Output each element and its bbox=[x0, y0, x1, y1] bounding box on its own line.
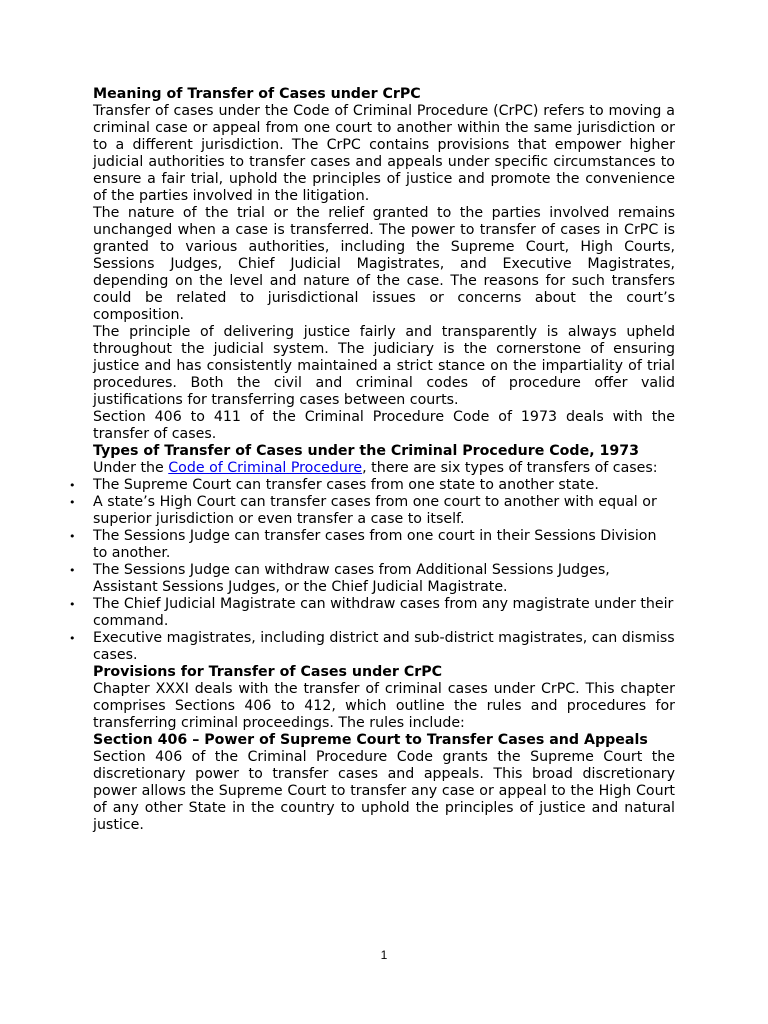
document-body bbox=[69, 86, 675, 834]
list-item-text: Executive magistrates, including district and sub-district magistrates, can dismiss cases. bbox=[93, 630, 675, 663]
paragraph-meaning-2: The nature of the trial or the relief granted to the parties involved remains unchanged when a case is transferred. The power to transfer of cases in CrPC is granted to various authorities, including the Supreme Court, High Courts, Sessions Judges, Chief Judicial Magistrates, and Executive Magistrates, depending on the level and nature of the case. The reasons for such transfers could be related to jurisdictional issues or concerns about the court’s composition. bbox=[93, 205, 675, 323]
heading-section-406: Section 406 – Power of Supreme Court to Transfer Cases and Appeals bbox=[93, 732, 648, 748]
list-item bbox=[69, 562, 675, 596]
intro-text-after: , there are six types of transfers of cases: bbox=[362, 460, 658, 476]
bullet-icon: • bbox=[69, 632, 76, 645]
transfer-types-list bbox=[69, 477, 675, 664]
paragraph-meaning-4: Section 406 to 411 of the Criminal Procedure Code of 1973 deals with the transfer of cases. bbox=[93, 409, 675, 442]
code-of-criminal-procedure-link[interactable]: Code of Criminal Procedure bbox=[168, 460, 363, 476]
list-item-text: The Supreme Court can transfer cases from one state to another state. bbox=[93, 477, 599, 493]
bullet-icon: • bbox=[69, 496, 76, 509]
paragraph-types-intro bbox=[93, 460, 675, 477]
list-item bbox=[69, 528, 675, 562]
list-item bbox=[69, 630, 675, 664]
heading-meaning: Meaning of Transfer of Cases under CrPC bbox=[93, 86, 421, 102]
bullet-icon: • bbox=[69, 530, 76, 543]
paragraph-section-406-1: Section 406 of the Criminal Procedure Code grants the Supreme Court the discretionary power to transfer cases and appeals. This broad discretionary power allows the Supreme Court to transfer any case or appeal to the High Court of any other State in the country to uphold the principles of justice and natural justice. bbox=[93, 749, 675, 833]
intro-text-before: Under the bbox=[93, 460, 169, 476]
heading-provisions: Provisions for Transfer of Cases under CrPC bbox=[93, 664, 443, 680]
list-item-text: The Chief Judicial Magistrate can withdraw cases from any magistrate under their command. bbox=[93, 596, 674, 629]
bullet-icon: • bbox=[69, 598, 76, 611]
list-item-text: A state’s High Court can transfer cases from one court to another with equal or superior jurisdiction or even transfer a case to itself. bbox=[93, 494, 657, 527]
list-item bbox=[69, 494, 675, 528]
paragraph-meaning-3: The principle of delivering justice fairly and transparently is always upheld throughout the judicial system. The judiciary is the cornerstone of ensuring justice and has consistently maintained a strict stance on the impartiality of trial procedures. Both the civil and criminal codes of procedure offer valid justifications for transferring cases between courts. bbox=[93, 324, 675, 408]
list-item bbox=[69, 477, 675, 494]
list-item-text: The Sessions Judge can withdraw cases from Additional Sessions Judges, Assistant Sessions Judges, or the Chief Judicial Magistrate. bbox=[93, 562, 610, 595]
page-number: 1 bbox=[380, 948, 388, 962]
heading-types: Types of Transfer of Cases under the Criminal Procedure Code, 1973 bbox=[93, 443, 640, 459]
list-item bbox=[69, 596, 675, 630]
bullet-icon: • bbox=[69, 564, 76, 577]
list-item-text: The Sessions Judge can transfer cases from one court in their Sessions Division to another. bbox=[93, 528, 657, 561]
paragraph-provisions-1: Chapter XXXI deals with the transfer of criminal cases under CrPC. This chapter comprises Sections 406 to 412, which outline the rules and procedures for transferring criminal proceedings. The rules include: bbox=[93, 681, 675, 731]
paragraph-meaning-1: Transfer of cases under the Code of Criminal Procedure (CrPC) refers to moving a criminal case or appeal from one court to another within the same jurisdiction or to a different jurisdiction. The CrPC contains provisions that empower higher judicial authorities to transfer cases and appeals under specific circumstances to ensure a fair trial, uphold the principles of justice and promote the convenience of the parties involved in the litigation. bbox=[93, 103, 675, 204]
bullet-icon: • bbox=[69, 479, 76, 492]
